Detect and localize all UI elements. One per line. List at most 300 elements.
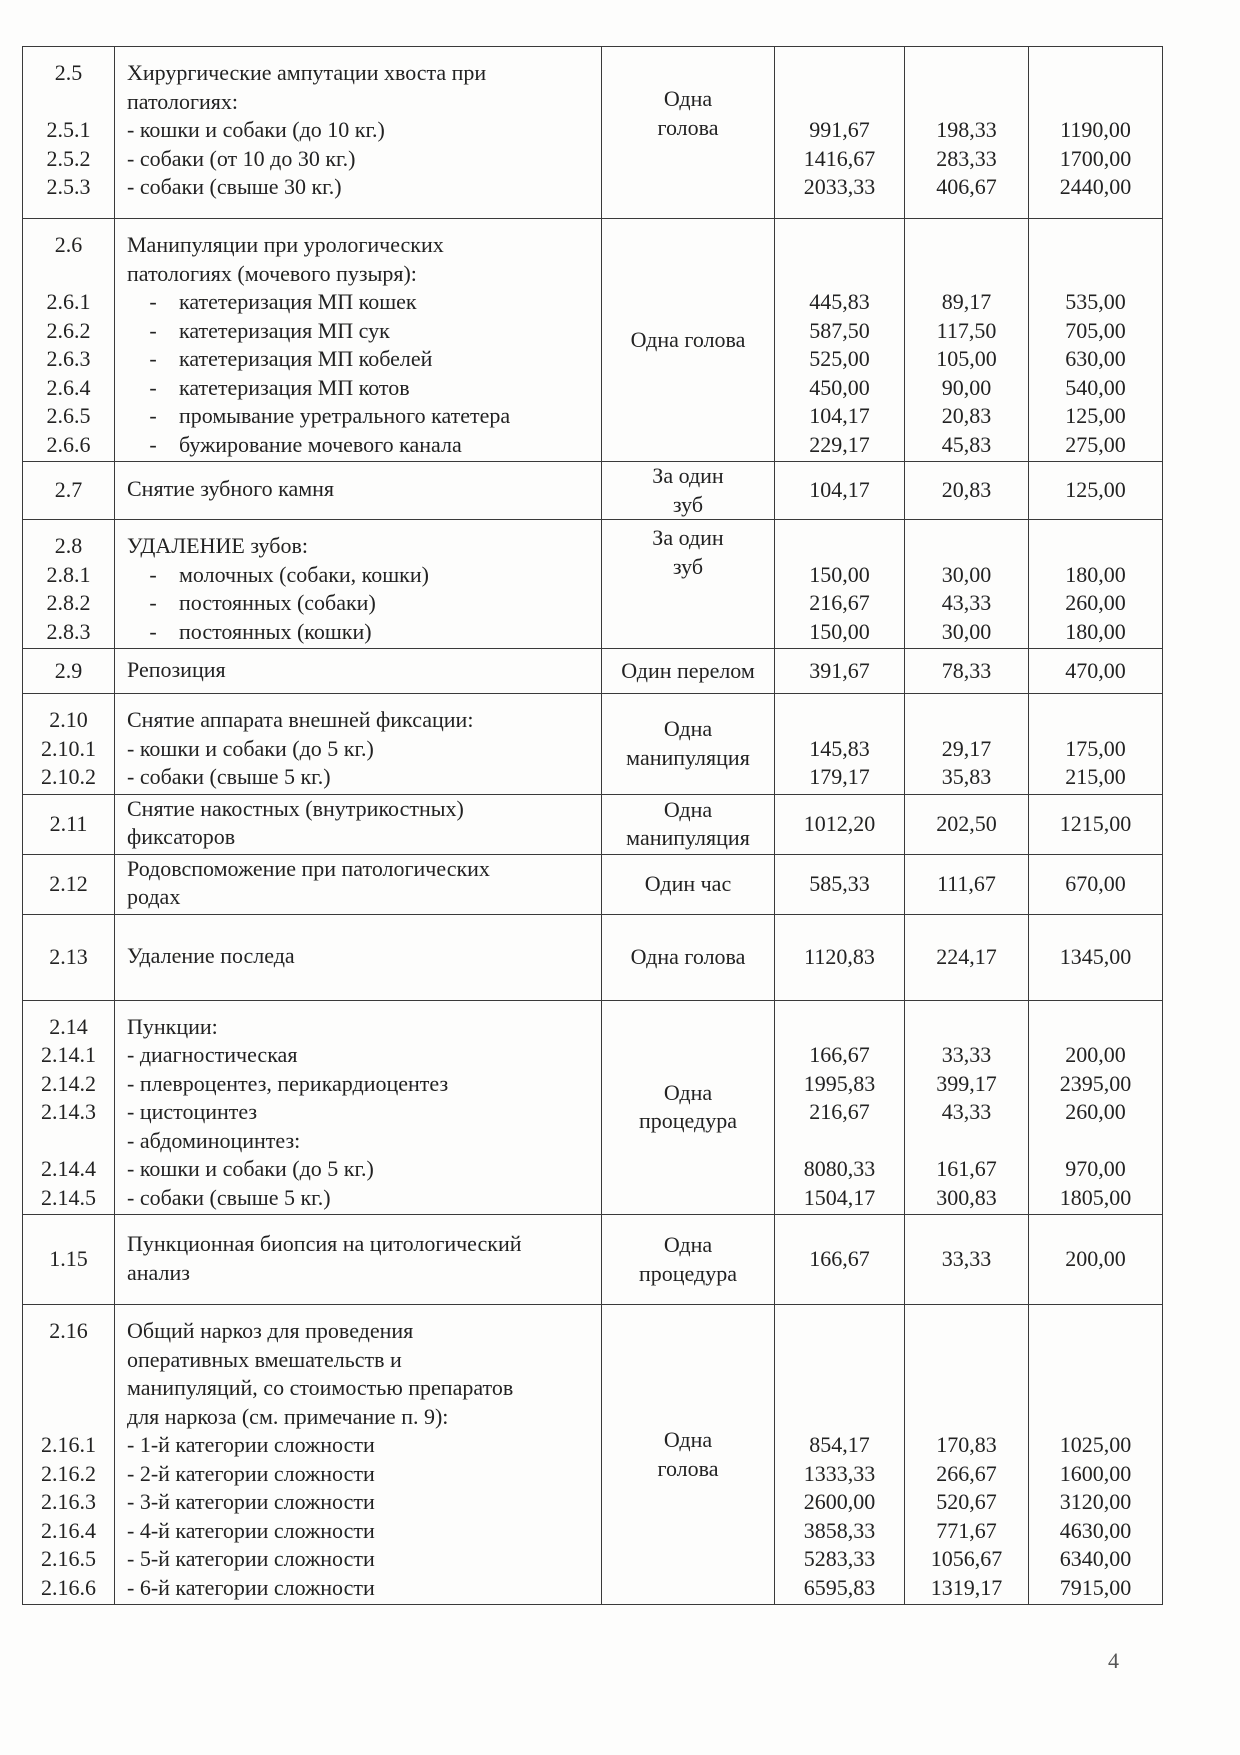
item-code <box>23 1374 114 1403</box>
item-description-text: постоянных (собаки) <box>179 590 376 615</box>
item-description-text: - 1-й категории сложности <box>127 1432 375 1457</box>
price-total-cell <box>1029 914 1163 1000</box>
item-code: 2.14.3 <box>41 1099 96 1124</box>
vat-value: 78,33 <box>941 657 992 683</box>
unit-line: Одна <box>663 86 713 111</box>
vat-value: 20,83 <box>941 477 992 503</box>
item-code: 2.8.3 <box>46 618 91 644</box>
item-description-text: - кошки и собаки (до 5 кг.) <box>127 735 374 761</box>
item-description-line <box>127 883 595 912</box>
list-bullet: - <box>149 289 157 314</box>
unit-cell <box>602 462 775 520</box>
vat-value: 117,50 <box>936 317 997 343</box>
item-description-text: - плевроцентез, перикардиоцентез <box>127 1070 449 1096</box>
item-code <box>23 1403 114 1432</box>
price-total-value <box>1029 1127 1162 1156</box>
item-code: 2.7 <box>54 477 83 503</box>
price-total-value: 260,00 <box>1065 1099 1126 1124</box>
item-description-line <box>127 618 595 647</box>
price-total-value: 1215,00 <box>1059 810 1132 836</box>
item-description-text: Удаление последа <box>127 942 295 968</box>
unit-cell <box>602 694 775 795</box>
price-total-value: 215,00 <box>1065 764 1126 789</box>
item-description-text: Пункционная биопсия на цитологический <box>127 1231 522 1256</box>
item-description-cell <box>115 854 602 914</box>
item-code-cell <box>23 694 115 795</box>
price-base-cell <box>775 649 905 694</box>
price-total-value: 470,00 <box>1065 657 1126 683</box>
price-base-value: 854,17 <box>809 1432 870 1457</box>
price-total-value: 1345,00 <box>1059 943 1132 969</box>
item-description-line <box>127 1574 595 1603</box>
vat-value <box>905 1374 1028 1403</box>
price-base-value: 1120,83 <box>804 943 875 969</box>
item-description-line <box>127 1317 595 1346</box>
vat-value: 90,00 <box>941 374 992 400</box>
item-code: 2.6.3 <box>46 346 91 371</box>
price-total-value: 540,00 <box>1065 374 1126 400</box>
unit-line: Одна <box>663 1232 713 1257</box>
price-total-value: 2395,00 <box>1059 1070 1132 1096</box>
price-total-value: 260,00 <box>1065 590 1126 615</box>
item-code-cell <box>23 520 115 649</box>
vat-value: 30,00 <box>941 618 992 644</box>
item-description-cell <box>115 914 602 1000</box>
item-code-cell <box>23 1215 115 1305</box>
unit-cell <box>602 649 775 694</box>
item-code: 2.14.5 <box>41 1184 96 1210</box>
item-code <box>23 1127 114 1156</box>
price-total-value <box>1029 1317 1162 1346</box>
price-base-cell <box>775 462 905 520</box>
item-description-text: - собаки (свыше 5 кг.) <box>127 1184 331 1210</box>
item-description-line <box>127 345 595 374</box>
price-base-value: 8080,33 <box>803 1156 876 1181</box>
item-code <box>23 1346 114 1375</box>
price-base-cell <box>775 694 905 795</box>
item-description-text: бужирование мочевого канала <box>179 431 462 457</box>
price-total-value: 200,00 <box>1065 1042 1126 1067</box>
unit-line: Одна <box>663 716 713 742</box>
item-description-line <box>127 656 595 685</box>
item-description-cell <box>115 520 602 649</box>
price-total-cell <box>1029 1305 1163 1605</box>
item-code: 2.16.3 <box>41 1489 96 1514</box>
unit-cell <box>602 794 775 854</box>
table-row <box>23 520 1163 649</box>
item-code: 2.11 <box>49 810 88 836</box>
item-description-line <box>127 145 595 174</box>
price-base-cell <box>775 1215 905 1305</box>
item-description-text: - кошки и собаки (до 5 кг.) <box>127 1156 374 1181</box>
price-base-value: 450,00 <box>809 374 870 400</box>
price-base-value <box>775 706 904 735</box>
price-base-cell <box>775 1000 905 1215</box>
table-row <box>23 694 1163 795</box>
item-description-line <box>127 1098 595 1127</box>
vat-value <box>905 1013 1028 1042</box>
price-total-value: 180,00 <box>1065 561 1126 587</box>
item-description-cell <box>115 1000 602 1215</box>
item-description-line <box>127 173 595 202</box>
item-code-cell <box>23 1000 115 1215</box>
unit-line: Одна голова <box>630 943 746 969</box>
item-description-line <box>127 260 595 289</box>
vat-value <box>905 231 1028 260</box>
item-description-line <box>127 231 595 260</box>
item-code: 2.14.1 <box>41 1042 96 1067</box>
item-code: 1.15 <box>49 1246 88 1272</box>
vat-value: 29,17 <box>941 735 992 761</box>
table-row <box>23 1000 1163 1215</box>
price-base-value <box>775 1127 904 1156</box>
price-base-cell <box>775 1305 905 1605</box>
item-description-text: для наркоза (см. примечание п. 9): <box>127 1403 449 1429</box>
item-code-cell <box>23 854 115 914</box>
item-description-text: - 5-й категории сложности <box>127 1546 375 1571</box>
price-base-value: 991,67 <box>809 117 870 142</box>
list-bullet: - <box>149 431 157 457</box>
price-base-value: 229,17 <box>809 431 870 457</box>
item-description-line <box>127 1070 595 1099</box>
price-total-value: 6340,00 <box>1059 1546 1132 1571</box>
item-description-text: - 6-й категории сложности <box>127 1574 375 1600</box>
item-code: 2.5 <box>54 60 83 85</box>
item-description-line <box>127 1155 595 1184</box>
price-total-value: 1600,00 <box>1059 1460 1132 1486</box>
price-base-value: 166,67 <box>809 1042 870 1067</box>
vat-value: 202,50 <box>936 810 997 836</box>
item-description-line <box>127 823 595 852</box>
price-base-value: 166,67 <box>809 1246 870 1272</box>
price-base-value <box>775 1374 904 1403</box>
item-description-line <box>127 1431 595 1460</box>
item-description-text: Снятие зубного камня <box>127 476 335 502</box>
price-base-value: 1012,20 <box>803 810 876 836</box>
item-description-line <box>127 1346 595 1375</box>
item-description-text: фиксаторов <box>127 824 236 849</box>
table-row <box>23 219 1163 462</box>
item-description-line <box>127 1488 595 1517</box>
item-description-line <box>127 1184 595 1213</box>
price-base-value <box>775 59 904 88</box>
price-base-value <box>775 1013 904 1042</box>
item-description-line <box>127 431 595 460</box>
item-code: 2.6.1 <box>46 289 91 314</box>
price-base-value: 150,00 <box>809 561 870 587</box>
item-code: 2.9 <box>54 657 83 683</box>
item-description-line <box>127 1460 595 1489</box>
unit-cell <box>602 1215 775 1305</box>
list-bullet: - <box>149 317 157 343</box>
vat-value: 224,17 <box>936 943 997 969</box>
price-base-value: 391,67 <box>809 657 870 683</box>
unit-cell <box>602 520 775 649</box>
item-description-text: патологиях (мочевого пузыря): <box>127 260 417 286</box>
unit-line: Одна <box>663 796 713 822</box>
vat-value: 283,33 <box>936 145 997 171</box>
price-total-value: 4630,00 <box>1059 1517 1132 1543</box>
price-base-value: 5283,33 <box>803 1546 876 1571</box>
list-bullet: - <box>149 561 157 587</box>
vat-cell <box>905 1215 1029 1305</box>
item-description-text: Снятие накостных (внутрикостных) <box>127 795 464 821</box>
price-base-value: 1995,83 <box>803 1070 876 1096</box>
item-description-line <box>127 942 595 971</box>
price-total-cell <box>1029 794 1163 854</box>
price-table-body <box>23 47 1163 1605</box>
price-total-value: 1700,00 <box>1059 145 1132 171</box>
table-row <box>23 914 1163 1000</box>
vat-value: 399,17 <box>936 1070 997 1096</box>
item-description-text: молочных (собаки, кошки) <box>179 561 429 587</box>
price-base-value: 104,17 <box>809 403 870 428</box>
item-code: 2.8.2 <box>46 590 91 615</box>
item-description-text: - цистоцинтез <box>127 1099 258 1124</box>
vat-cell <box>905 219 1029 462</box>
price-base-value <box>775 231 904 260</box>
price-total-value: 275,00 <box>1065 431 1126 457</box>
unit-cell <box>602 1000 775 1215</box>
item-description-line <box>127 795 595 824</box>
item-description-text: оперативных вмешательств и <box>127 1346 402 1372</box>
unit-line: голова <box>657 1455 719 1481</box>
price-total-value: 125,00 <box>1065 403 1126 428</box>
item-description-line <box>127 532 595 561</box>
item-code-cell <box>23 649 115 694</box>
item-description-text: Общий наркоз для проведения <box>127 1318 414 1343</box>
vat-value: 89,17 <box>941 289 992 314</box>
price-base-value: 585,33 <box>809 870 870 896</box>
item-description-line <box>127 589 595 618</box>
unit-line: За один <box>652 463 724 488</box>
item-description-text: - абдоминоцинтез: <box>127 1127 301 1153</box>
vat-value <box>905 532 1028 561</box>
page-number: 4 <box>1108 1648 1119 1673</box>
item-description-line <box>127 374 595 403</box>
unit-cell <box>602 47 775 219</box>
vat-value: 30,00 <box>941 561 992 587</box>
price-base-value <box>775 1403 904 1432</box>
vat-value <box>905 59 1028 88</box>
unit-line: зуб <box>672 553 704 579</box>
price-total-value <box>1029 231 1162 260</box>
price-total-value <box>1029 1346 1162 1375</box>
item-description-text: патологиях: <box>127 88 239 114</box>
vat-value: 520,67 <box>936 1489 997 1514</box>
item-code <box>23 260 114 289</box>
item-description-line <box>127 116 595 145</box>
table-row <box>23 462 1163 520</box>
vat-value <box>905 1346 1028 1375</box>
list-bullet: - <box>149 590 157 615</box>
item-description-line <box>127 735 595 764</box>
price-total-cell <box>1029 1000 1163 1215</box>
item-description-text: катетеризация МП кошек <box>179 289 417 314</box>
price-total-value: 535,00 <box>1065 289 1126 314</box>
item-description-text: Родовспоможение при патологических <box>127 855 490 881</box>
unit-line: Один перелом <box>621 657 755 683</box>
item-description-text: Репозиция <box>127 656 226 682</box>
vat-value <box>905 260 1028 289</box>
item-description-line <box>127 288 595 317</box>
item-description-text: манипуляций, со стоимостью препаратов <box>127 1375 514 1400</box>
price-total-cell <box>1029 854 1163 914</box>
item-code-cell <box>23 47 115 219</box>
item-description-text: катетеризация МП кобелей <box>179 346 433 371</box>
item-description-text: постоянных (кошки) <box>179 618 372 644</box>
table-row <box>23 794 1163 854</box>
vat-value: 1056,67 <box>930 1546 1003 1571</box>
vat-value <box>905 1403 1028 1432</box>
unit-line: процедура <box>639 1260 737 1286</box>
vat-value <box>905 88 1028 117</box>
vat-value: 771,67 <box>936 1517 997 1543</box>
item-code: 2.16.6 <box>41 1574 96 1600</box>
price-total-cell <box>1029 219 1163 462</box>
price-base-value <box>775 88 904 117</box>
item-description-line <box>127 402 595 431</box>
price-base-cell <box>775 914 905 1000</box>
vat-cell <box>905 649 1029 694</box>
item-code: 2.8 <box>54 533 83 558</box>
unit-line: Один час <box>644 870 732 896</box>
vat-value <box>905 706 1028 735</box>
item-description-line <box>127 1013 595 1042</box>
price-total-value <box>1029 260 1162 289</box>
item-description-text: - 3-й категории сложности <box>127 1489 375 1514</box>
vat-value: 1319,17 <box>930 1574 1003 1600</box>
item-code-cell <box>23 462 115 520</box>
item-description-text: промывание уретрального катетера <box>179 403 511 428</box>
price-total-cell <box>1029 462 1163 520</box>
item-code: 2.6 <box>54 232 83 257</box>
item-description-text: катетеризация МП сук <box>179 317 390 343</box>
item-description-text: катетеризация МП котов <box>179 374 410 400</box>
item-code: 2.5.3 <box>46 174 91 199</box>
item-description-line <box>127 1374 595 1403</box>
item-code: 2.6.2 <box>46 317 91 343</box>
price-total-value: 670,00 <box>1065 870 1126 896</box>
item-code-cell <box>23 914 115 1000</box>
item-description-cell <box>115 649 602 694</box>
vat-value: 33,33 <box>941 1042 992 1067</box>
table-row <box>23 1305 1163 1605</box>
vat-value <box>905 1127 1028 1156</box>
unit-line: За один <box>652 525 724 550</box>
price-total-value: 180,00 <box>1065 618 1126 644</box>
item-code: 2.14.2 <box>41 1070 96 1096</box>
unit-line: манипуляция <box>626 825 750 850</box>
price-base-value: 1333,33 <box>803 1460 876 1486</box>
price-base-value: 3858,33 <box>803 1517 876 1543</box>
item-description-cell <box>115 47 602 219</box>
price-base-value: 2600,00 <box>803 1489 876 1514</box>
price-base-value <box>775 1346 904 1375</box>
item-description-text: Хирургические ампутации хвоста при <box>127 60 487 85</box>
table-row <box>23 854 1163 914</box>
vat-cell <box>905 1305 1029 1605</box>
item-code: 2.12 <box>49 870 88 896</box>
item-code: 2.6.6 <box>46 431 91 457</box>
item-description-text: Манипуляции при урологических <box>127 232 444 257</box>
price-base-value: 6595,83 <box>803 1574 876 1600</box>
unit-line: процедура <box>639 1108 737 1134</box>
price-total-value: 630,00 <box>1065 346 1126 371</box>
price-base-value: 445,83 <box>809 289 870 314</box>
price-total-value: 1025,00 <box>1059 1432 1132 1457</box>
price-total-value: 3120,00 <box>1059 1489 1132 1514</box>
item-description-text: анализ <box>127 1259 190 1285</box>
item-description-cell <box>115 1215 602 1305</box>
price-base-cell <box>775 520 905 649</box>
unit-cell <box>602 219 775 462</box>
price-total-value: 1805,00 <box>1059 1184 1132 1210</box>
price-total-cell <box>1029 649 1163 694</box>
price-base-value: 525,00 <box>809 346 870 371</box>
item-description-text: родах <box>127 884 181 909</box>
price-total-value <box>1029 1013 1162 1042</box>
vat-value: 406,67 <box>936 174 997 199</box>
vat-cell <box>905 914 1029 1000</box>
item-code-cell <box>23 219 115 462</box>
unit-line: Одна <box>663 1427 713 1452</box>
item-description-text: - собаки (от 10 до 30 кг.) <box>127 145 356 171</box>
price-total-value <box>1029 1374 1162 1403</box>
price-total-cell <box>1029 694 1163 795</box>
list-bullet: - <box>149 346 157 371</box>
price-base-value: 145,83 <box>809 735 870 761</box>
price-total-value: 200,00 <box>1065 1246 1126 1272</box>
item-description-text: - 2-й категории сложности <box>127 1460 375 1486</box>
unit-cell <box>602 914 775 1000</box>
item-description-line <box>127 706 595 735</box>
item-description-cell <box>115 1305 602 1605</box>
price-total-cell <box>1029 520 1163 649</box>
item-description-line <box>127 59 595 88</box>
unit-line: Одна голова <box>630 326 746 352</box>
item-description-line <box>127 855 595 884</box>
unit-line: Одна <box>663 1079 713 1105</box>
item-description-text: - собаки (свыше 5 кг.) <box>127 764 331 789</box>
item-code: 2.16.4 <box>41 1517 96 1543</box>
item-description-text: Снятие аппарата внешней фиксации: <box>127 707 474 732</box>
item-description-line <box>127 1403 595 1432</box>
price-total-value: 2440,00 <box>1059 174 1132 199</box>
price-base-cell <box>775 854 905 914</box>
vat-value: 45,83 <box>941 431 992 457</box>
item-description-line <box>127 1230 595 1259</box>
price-base-value: 216,67 <box>809 590 870 615</box>
price-base-value: 150,00 <box>809 618 870 644</box>
item-description-line <box>127 561 595 590</box>
vat-value: 170,83 <box>936 1432 997 1457</box>
price-total-value: 7915,00 <box>1059 1574 1132 1600</box>
item-description-line <box>127 763 595 792</box>
unit-cell <box>602 1305 775 1605</box>
item-code: 2.13 <box>49 943 88 969</box>
vat-value: 43,33 <box>941 590 992 615</box>
vat-value: 198,33 <box>936 117 997 142</box>
item-description-line <box>127 1517 595 1546</box>
item-description-line <box>127 317 595 346</box>
price-base-value: 2033,33 <box>803 174 876 199</box>
item-description-line <box>127 1545 595 1574</box>
vat-value: 105,00 <box>936 346 997 371</box>
price-total-cell <box>1029 1215 1163 1305</box>
item-code: 2.8.1 <box>46 561 91 587</box>
unit-line: зуб <box>672 491 704 517</box>
